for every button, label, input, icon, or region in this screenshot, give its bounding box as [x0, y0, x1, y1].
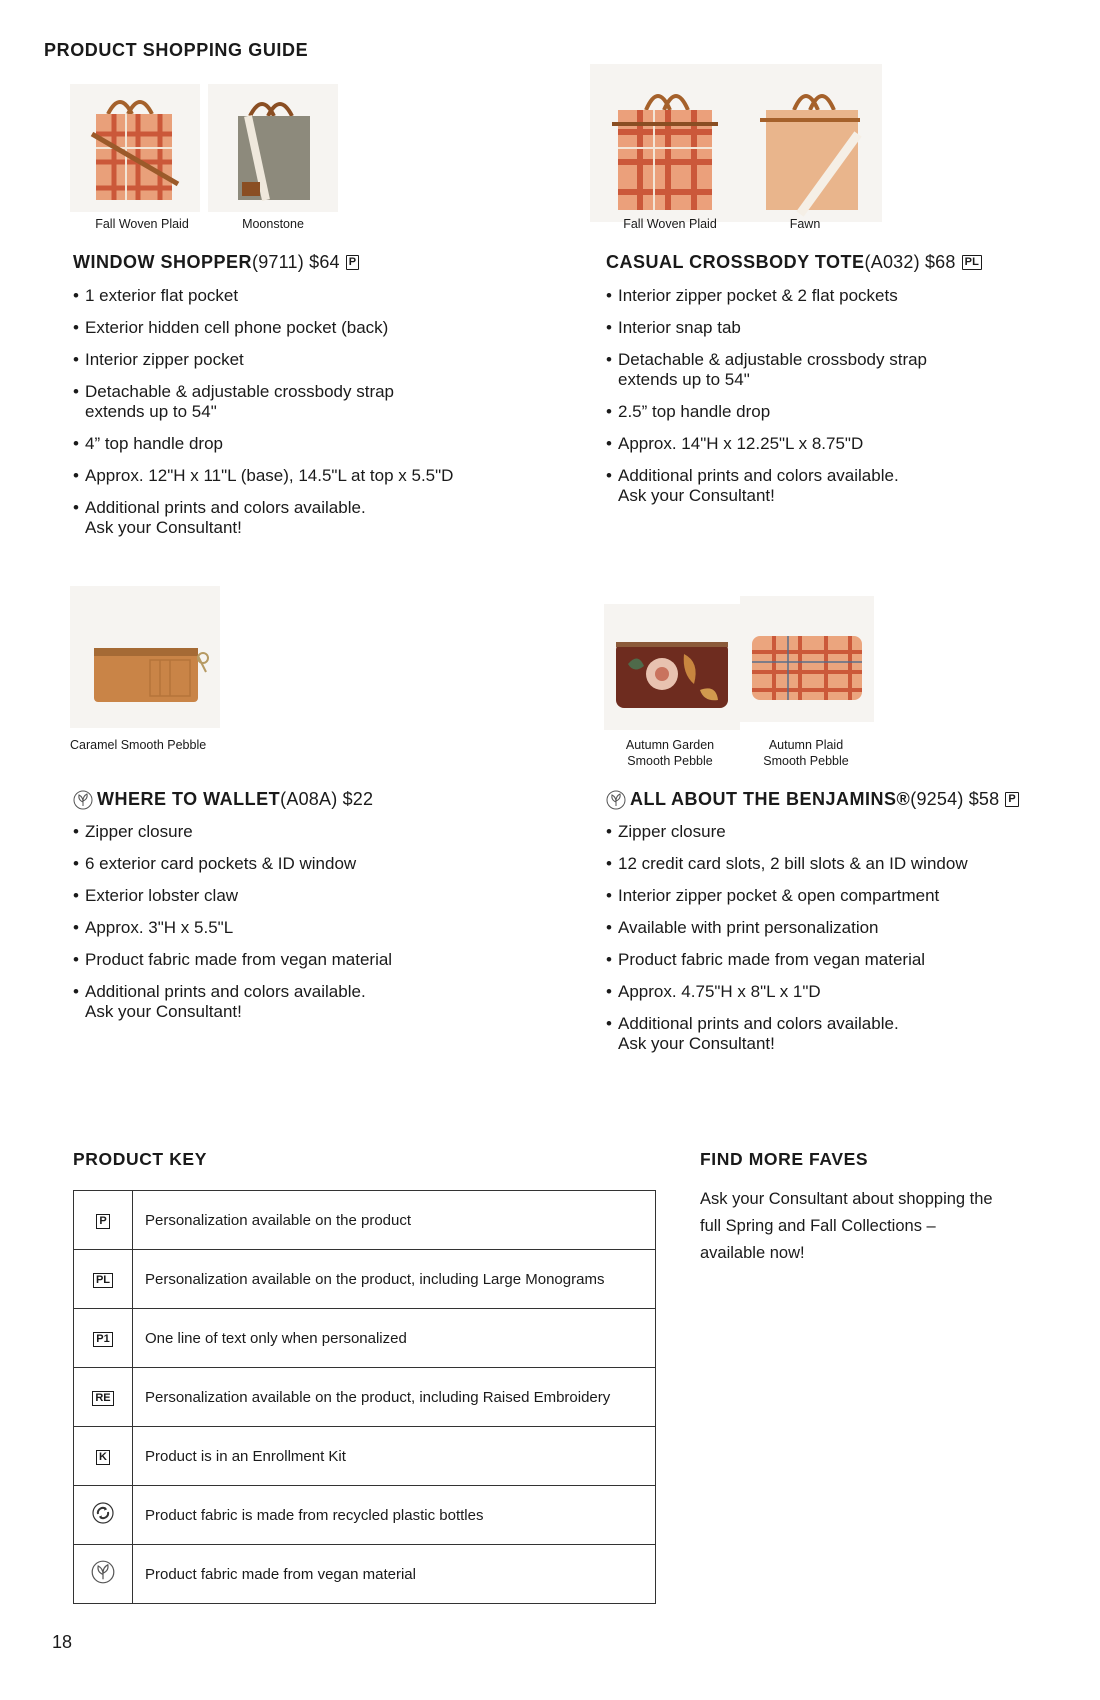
guide-title: PRODUCT SHOPPING GUIDE	[44, 40, 309, 60]
feature-item: • 1 exterior flat pocket	[73, 286, 503, 306]
feature-item: • Zipper closure	[73, 822, 493, 842]
variant-caption: Fall Woven Plaid	[623, 217, 717, 231]
vegan-leaf-icon	[73, 790, 93, 810]
table-row	[74, 1545, 656, 1604]
product-key-table	[73, 1190, 656, 1604]
product-key-title: PRODUCT KEY	[73, 1149, 207, 1169]
feature-item: • Additional prints and colors available. Ask your Consultant!	[606, 466, 928, 506]
feature-list-window-shopper	[73, 286, 503, 550]
feature-item: • 2.5” top handle drop	[606, 402, 1026, 422]
feature-item: • Approx. 12"H x 11"L (base), 14.5"L at top x 5.5"D	[73, 466, 503, 486]
product-photo-benjamins-autumn-plaid	[740, 596, 874, 722]
table-row	[74, 1368, 656, 1427]
feature-item: • Interior zipper pocket	[73, 350, 503, 370]
key-description: Product fabric is made from recycled plastic bottles	[133, 1486, 656, 1545]
feature-item: • Interior zipper pocket & 2 flat pockets	[606, 286, 1026, 306]
feature-item: • Zipper closure	[606, 822, 1036, 842]
enrollment-kit-k-icon: K	[96, 1450, 110, 1465]
variant-caption: Moonstone	[242, 217, 304, 231]
raised-embroidery-re-icon: RE	[92, 1391, 113, 1406]
product-name: ALL ABOUT THE BENJAMINS®	[630, 789, 911, 809]
feature-item: • Additional prints and colors available. Ask your Consultant!	[73, 982, 395, 1022]
product-photo-benjamins-autumn-garden	[604, 604, 740, 730]
table-row	[74, 1191, 656, 1250]
vegan-leaf-icon	[91, 1560, 115, 1584]
feature-item: • Additional prints and colors available. Ask your Consultant!	[606, 1014, 928, 1054]
feature-item: • Interior snap tab	[606, 318, 1026, 338]
feature-item: • Exterior lobster claw	[73, 886, 493, 906]
feature-list-crossbody-tote	[606, 286, 1026, 518]
page-number: 18	[52, 1632, 73, 1652]
find-more-faves-title: FIND MORE FAVES	[700, 1149, 869, 1169]
table-row	[74, 1250, 656, 1309]
product-sku-price: (9711) $64	[252, 252, 340, 272]
key-description: Product fabric made from vegan material	[133, 1545, 656, 1604]
key-description: Personalization available on the product	[133, 1191, 656, 1250]
variant-caption: Autumn Garden Smooth Pebble	[625, 738, 715, 768]
feature-item: • Exterior hidden cell phone pocket (back)	[73, 318, 503, 338]
product-sku-price: (A08A) $22	[280, 789, 374, 809]
feature-item: • 4” top handle drop	[73, 434, 503, 454]
table-row	[74, 1486, 656, 1545]
product-photo-window-shopper-plaid	[70, 84, 200, 212]
feature-item: • Detachable & adjustable crossbody strap extends up to 54"	[73, 382, 415, 422]
variant-caption: Caramel Smooth Pebble	[70, 738, 207, 752]
key-description: One line of text only when personalized	[133, 1309, 656, 1368]
feature-item: • Approx. 14"H x 12.25"L x 8.75"D	[606, 434, 1026, 454]
table-row	[74, 1309, 656, 1368]
feature-item: • Interior zipper pocket & open compartment	[606, 886, 1036, 906]
variant-caption: Fall Woven Plaid	[95, 217, 189, 231]
feature-item: • Available with print personalization	[606, 918, 1036, 938]
product-photo-crossbody-tote-plaid	[590, 64, 740, 222]
one-line-p1-icon: P1	[93, 1332, 112, 1347]
feature-list-where-to-wallet	[73, 822, 493, 1034]
large-monogram-pl-icon: PL	[93, 1273, 113, 1288]
feature-item: • Product fabric made from vegan material	[73, 950, 493, 970]
feature-item: • Approx. 4.75"H x 8"L x 1"D	[606, 982, 1036, 1002]
product-photo-window-shopper-moonstone	[208, 84, 338, 212]
product-name: WHERE TO WALLET	[97, 789, 281, 809]
product-name: CASUAL CROSSBODY TOTE	[606, 252, 865, 272]
table-row	[74, 1427, 656, 1486]
key-description: Personalization available on the product, including Raised Embroidery	[133, 1368, 656, 1427]
feature-list-benjamins	[606, 822, 1036, 1066]
product-name: WINDOW SHOPPER	[73, 252, 253, 272]
personalization-p-icon: P	[96, 1214, 109, 1229]
feature-item: • Approx. 3"H x 5.5"L	[73, 918, 493, 938]
recycle-icon	[91, 1501, 115, 1525]
product-sku-price: (9254) $58	[910, 789, 1000, 809]
product-sku-price: (A032) $68	[864, 252, 956, 272]
feature-item: • Additional prints and colors available. Ask your Consultant!	[73, 498, 395, 538]
variant-caption: Fawn	[789, 217, 821, 231]
key-description: Product is in an Enrollment Kit	[133, 1427, 656, 1486]
feature-item: • Detachable & adjustable crossbody strap extends up to 54"	[606, 350, 948, 390]
feature-item: • Product fabric made from vegan material	[606, 950, 1036, 970]
variant-caption: Autumn Plaid Smooth Pebble	[763, 738, 849, 768]
personalization-badge: P	[346, 255, 360, 270]
personalization-badge: P	[1005, 792, 1019, 807]
product-title-benjamins	[606, 789, 1019, 810]
product-title-window-shopper	[73, 252, 359, 273]
key-description: Personalization available on the product, including Large Monograms	[133, 1250, 656, 1309]
product-title-where-to-wallet	[73, 789, 373, 810]
feature-item: • 6 exterior card pockets & ID window	[73, 854, 493, 874]
feature-item: • 12 credit card slots, 2 bill slots & an ID window	[606, 854, 1036, 874]
product-photo-where-to-wallet	[70, 586, 220, 728]
vegan-leaf-icon	[606, 790, 626, 810]
find-more-faves-text: Ask your Consultant about shopping the full Spring and Fall Collections – available now!	[700, 1190, 993, 1262]
personalization-badge: PL	[962, 255, 982, 270]
product-photo-crossbody-tote-fawn	[740, 64, 882, 222]
product-title-crossbody-tote	[606, 252, 982, 273]
